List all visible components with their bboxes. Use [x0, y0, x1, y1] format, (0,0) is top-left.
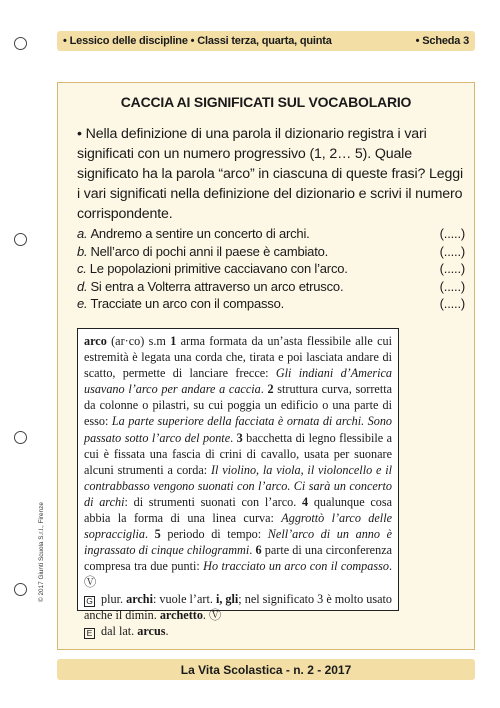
footer-issue: La Vita Scolastica - n. 2 - 2017: [180, 662, 352, 677]
sentence-e: e. Tracciate un arco con il compasso. (.....): [77, 296, 465, 311]
worksheet-title: CACCIA AI SIGNIFICATI SUL VOCABOLARIO: [120, 94, 412, 110]
sentence-d: d. Si entra a Volterra attraverso un arco etrusco. (.....): [77, 278, 465, 294]
footer-bar: [57, 659, 475, 680]
answer-blank[interactable]: (.....): [439, 261, 465, 276]
etymology-label: E: [84, 628, 95, 639]
dictionary-entry: [77, 328, 399, 638]
answer-blank[interactable]: (.....): [439, 226, 465, 241]
answer-blank[interactable]: (.....): [439, 243, 465, 259]
answer-blank[interactable]: (.....): [439, 296, 465, 311]
header-bar: [57, 31, 475, 51]
dictionary-etymology: E dal lat. arcus.: [84, 623, 392, 639]
sentence-a: a. Andremo a sentire un concerto di archi. (.....): [77, 226, 465, 241]
copyright-notice: © 2017 Giunti Scuola S.r.l., Firenze: [38, 502, 45, 602]
binder-hole-4: [14, 583, 27, 596]
worksheet-frame: [57, 82, 475, 650]
answer-blank[interactable]: (.....): [439, 278, 465, 294]
header-subjects: • Lessico delle discipline • Classi terza, quarta, quinta: [63, 35, 332, 47]
header-sheet-number: • Scheda 3: [415, 35, 469, 47]
grammar-label: G: [84, 596, 95, 607]
binder-hole-3: [14, 431, 27, 444]
dictionary-grammar-note: G plur. archi: vuole l’art. i, gli; nel significato 3 è molto usato anche il dimin. archetto. Ⓥ: [84, 591, 392, 622]
dictionary-definition: arco (ar·co) s.m 1 arma formata da un’asta flessibile alle cui estremità è legata una corda che, tirata e poi lasciata andare di scatto, permette di lanciare frecce: Gli indiani d’America usavano l’arco per andare a caccia. 2 struttura curva, sorretta da colonne o pilastri, su cui poggia un edificio o una parte di esso: La parte superiore della facciata è ornata di archi. Sono passato sotto l’arco del ponte. 3 bacchetta di legno flessibile a cui è fissata una fascia di crini di cavallo, usata per suonare alcuni strumenti a corda: Il violino, la viola, il violoncello e il contrabbasso vengono suonati con l’arco. Ci sarà un concerto di archi: di strumenti suonati con l’arco. 4 qualunque cosa abbia la forma di una linea curva: Aggrottò l’arco delle sopracciglia. 5 periodo di tempo: Nell’arco di un anno è ingrassato di cinque chilogrammi. 6 parte di una circonferenza compresa tra due punti: Ho tracciato un arco con il compasso. Ⓥ: [84, 334, 393, 590]
binder-hole-2: [14, 233, 27, 246]
sentence-list: [77, 225, 465, 313]
sentence-c: c. Le popolazioni primitive cacciavano con l’arco. (.....): [77, 261, 465, 276]
instruction-paragraph: • Nella definizione di una parola il dizionario registra i vari significati con un numero progressivo (1, 2… 5). Quale significato ha la parola “arco” in ciascuna di queste frasi? Leggi i vari significati nella definizione del dizionario e scrivi il numero corrispondente.: [77, 126, 463, 222]
binder-hole-1: [14, 37, 27, 50]
sentence-b: b. Nell’arco di pochi anni il paese è cambiato. (.....): [77, 243, 465, 259]
